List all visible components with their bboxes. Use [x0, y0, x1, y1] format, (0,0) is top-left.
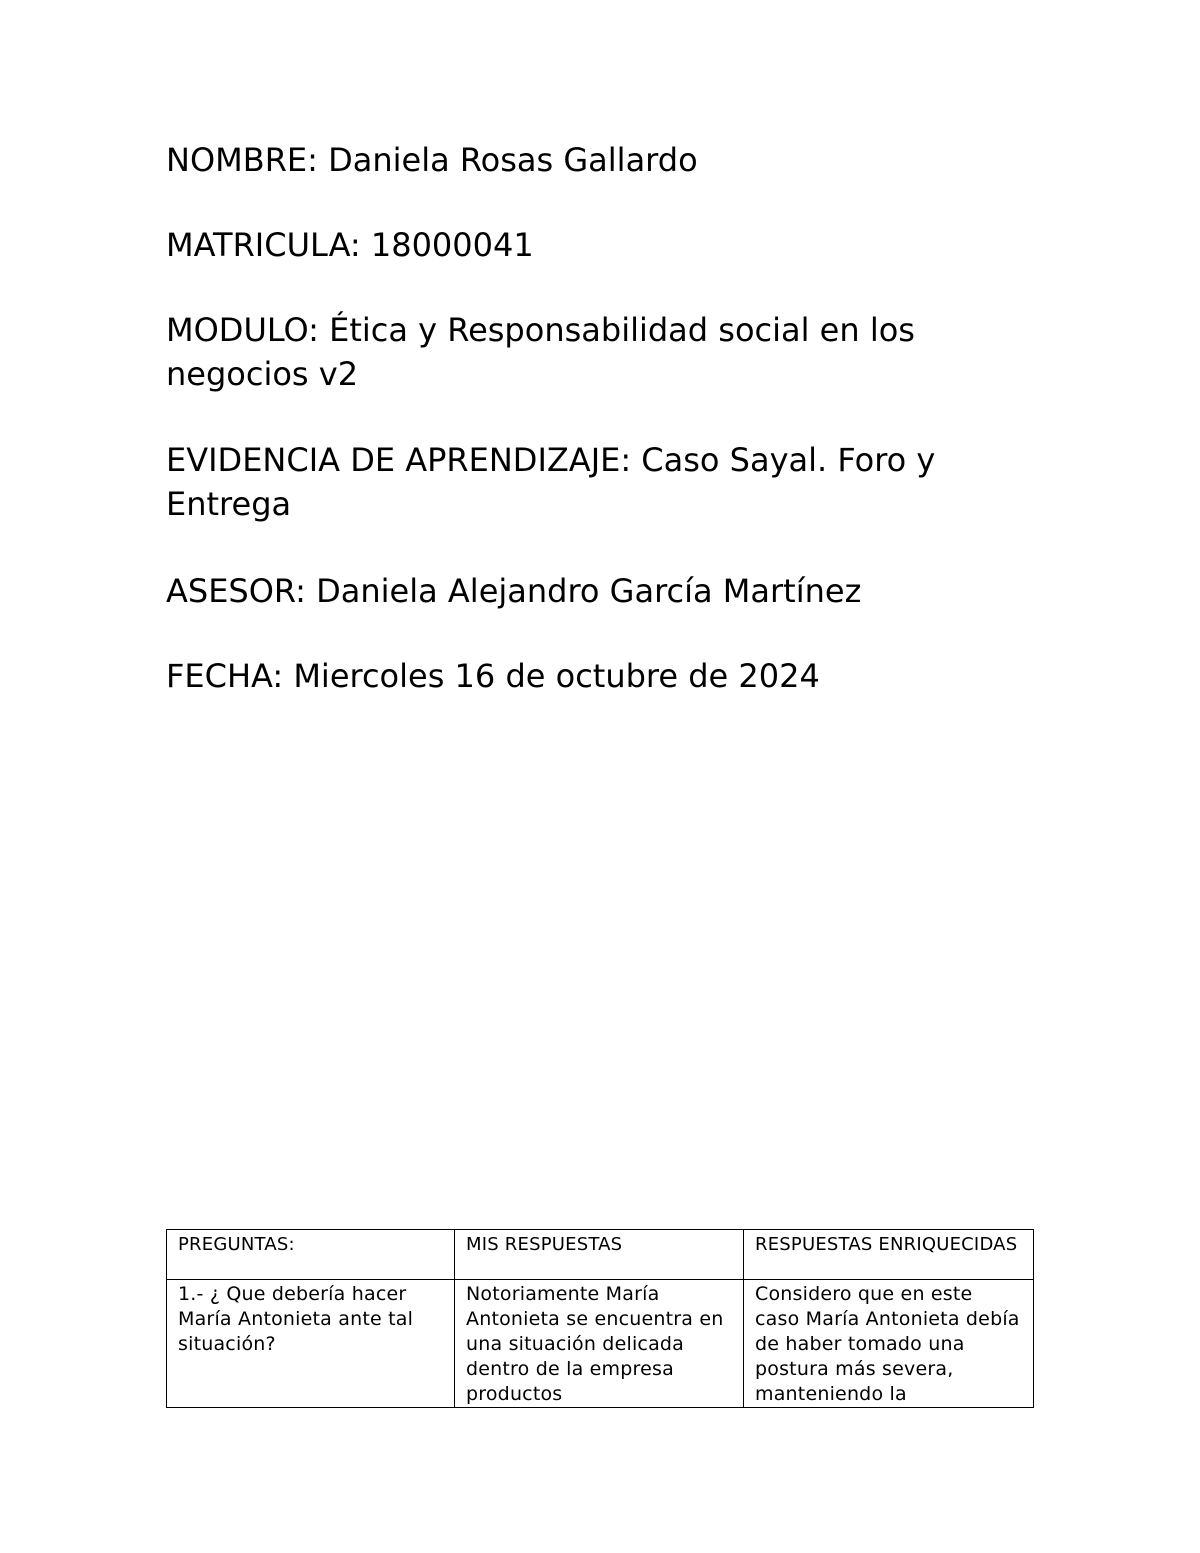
questions-table	[166, 1229, 1034, 1408]
enriched-answer-cell: Considero que en este caso María Antonieta debía de haber tomado una postura más severa, manteniendo la	[744, 1280, 1034, 1408]
header-my-answers: MIS RESPUESTAS	[455, 1230, 744, 1280]
question-cell: 1.- ¿ Que debería hacer María Antonieta ante tal situación?	[167, 1280, 455, 1408]
date: FECHA: Miercoles 16 de octubre de 2024	[166, 657, 820, 695]
student-name: NOMBRE: Daniela Rosas Gallardo	[166, 141, 698, 179]
my-answer-cell: Notoriamente María Antonieta se encuentra en una situación delicada dentro de la empresa productos	[455, 1280, 744, 1408]
table-row	[167, 1280, 1034, 1408]
learning-evidence: EVIDENCIA DE APRENDIZAJE: Caso Sayal. Foro y Entrega	[166, 441, 936, 523]
advisor-name: ASESOR: Daniela Alejandro García Martínez	[166, 572, 862, 610]
student-id: MATRICULA: 18000041	[166, 226, 534, 264]
header-enriched-answers: RESPUESTAS ENRIQUECIDAS	[744, 1230, 1034, 1280]
header-questions: PREGUNTAS:	[167, 1230, 455, 1280]
module-name: MODULO: Ética y Responsabilidad social en los negocios v2	[166, 311, 915, 393]
table-header-row	[167, 1230, 1034, 1280]
